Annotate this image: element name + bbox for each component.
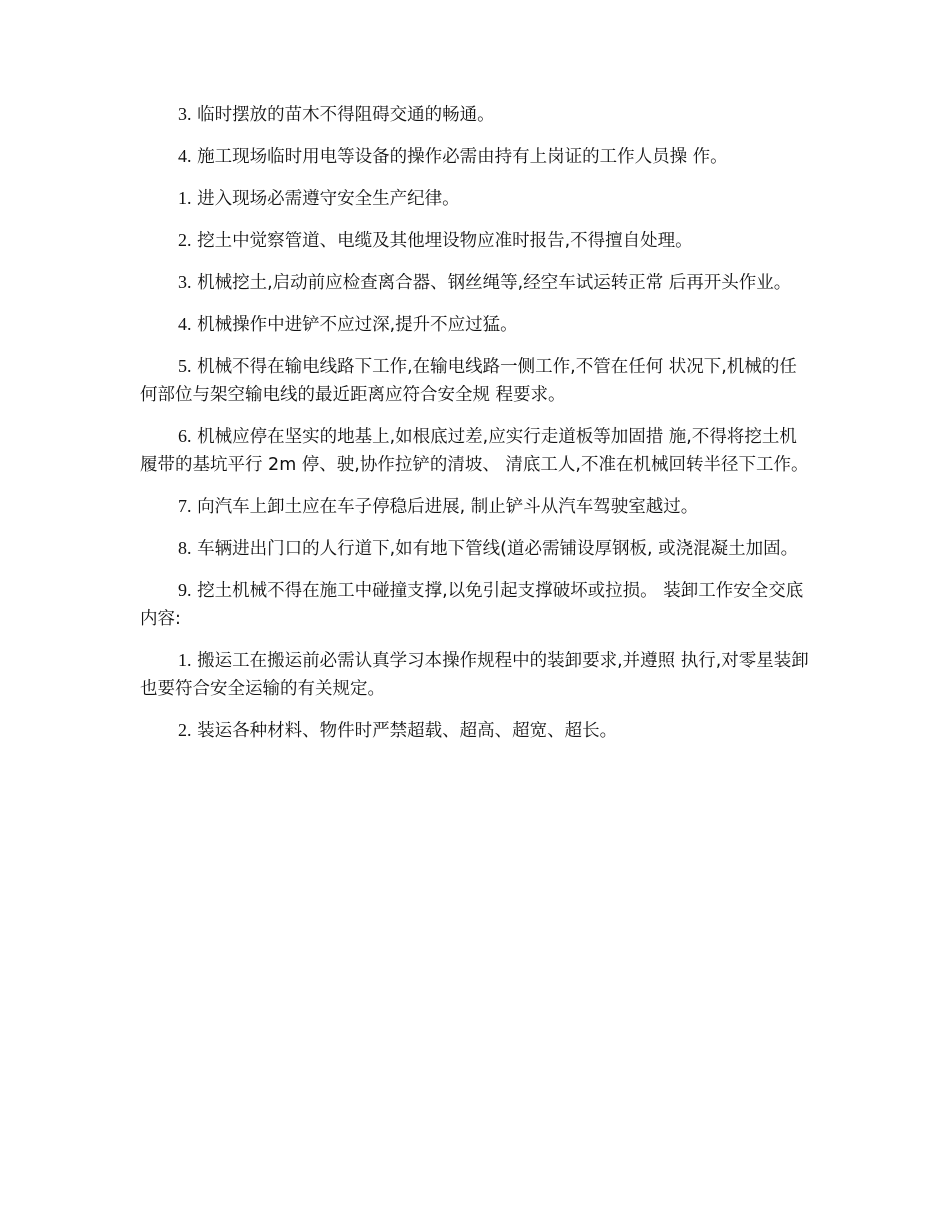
paragraph-text: 进入现场必需遵守安全生产纪律。 [197, 189, 460, 209]
paragraph-8 [140, 422, 812, 479]
paragraph-number: 2. [178, 720, 192, 740]
paragraph-number: 3. [178, 272, 192, 292]
paragraph-number: 6. [178, 426, 192, 446]
paragraph-13 [140, 716, 812, 745]
paragraph-2 [140, 142, 812, 171]
paragraph-text: 挖土机械不得在施工中碰撞支撑,以免引起支撑破坏或拉损。 装卸工作安全交底内容: [140, 581, 804, 629]
paragraph-5 [140, 268, 812, 297]
paragraph-text: 向汽车上卸土应在车子停稳后进展, 制止铲斗从汽车驾驶室越过。 [197, 497, 699, 517]
paragraph-1 [140, 100, 812, 129]
paragraph-number: 8. [178, 538, 192, 558]
paragraph-number: 1. [178, 188, 192, 208]
paragraph-number: 5. [178, 356, 192, 376]
paragraph-3 [140, 184, 812, 213]
paragraph-text: 机械操作中进铲不应过深,提升不应过猛。 [197, 315, 518, 335]
paragraph-number: 9. [178, 580, 192, 600]
paragraph-text: 施工现场临时用电等设备的操作必需由持有上岗证的工作人员操 作。 [197, 147, 728, 167]
paragraph-number: 2. [178, 230, 192, 250]
paragraph-text: 装运各种材料、物件时严禁超载、超高、超宽、超长。 [197, 721, 618, 741]
paragraph-number: 3. [178, 104, 192, 124]
paragraph-6 [140, 310, 812, 339]
paragraph-text: 挖土中觉察管道、电缆及其他埋设物应准时报告,不得擅自处理。 [197, 231, 693, 251]
paragraph-text: 搬运工在搬运前必需认真学习本操作规程中的装卸要求,并遵照 执行,对零星装卸也要符合安全运输的有关规定。 [140, 651, 809, 699]
paragraph-11 [140, 576, 812, 633]
paragraph-4 [140, 226, 812, 255]
paragraph-text: 机械应停在坚实的地基上,如根底过差,应实行走道板等加固措 施,不得将挖土机履带的基坑平行 2m 停、驶,协作拉铲的清坡、 清底工人,不准在机械回转半径下工作。 [140, 427, 809, 475]
document-body [140, 100, 812, 758]
paragraph-10 [140, 534, 812, 563]
paragraph-number: 4. [178, 314, 192, 334]
paragraph-9 [140, 492, 812, 521]
paragraph-number: 4. [178, 146, 192, 166]
paragraph-text: 车辆进出门口的人行道下,如有地下管线(道必需铺设厚钢板, 或浇混凝土加固。 [197, 539, 799, 559]
paragraph-number: 7. [178, 496, 192, 516]
paragraph-text: 临时摆放的苗木不得阻碍交通的畅通。 [197, 105, 495, 125]
paragraph-number: 1. [178, 650, 192, 670]
paragraph-12 [140, 646, 812, 703]
paragraph-text: 机械挖土,启动前应检查离合器、钢丝绳等,经空车试运转正常 后再开头作业。 [197, 273, 792, 293]
paragraph-text: 机械不得在输电线路下工作,在输电线路一侧工作,不管在任何 状况下,机械的任何部位与架空输电线的最近距离应符合安全规 程要求。 [140, 357, 797, 405]
paragraph-7 [140, 352, 812, 409]
